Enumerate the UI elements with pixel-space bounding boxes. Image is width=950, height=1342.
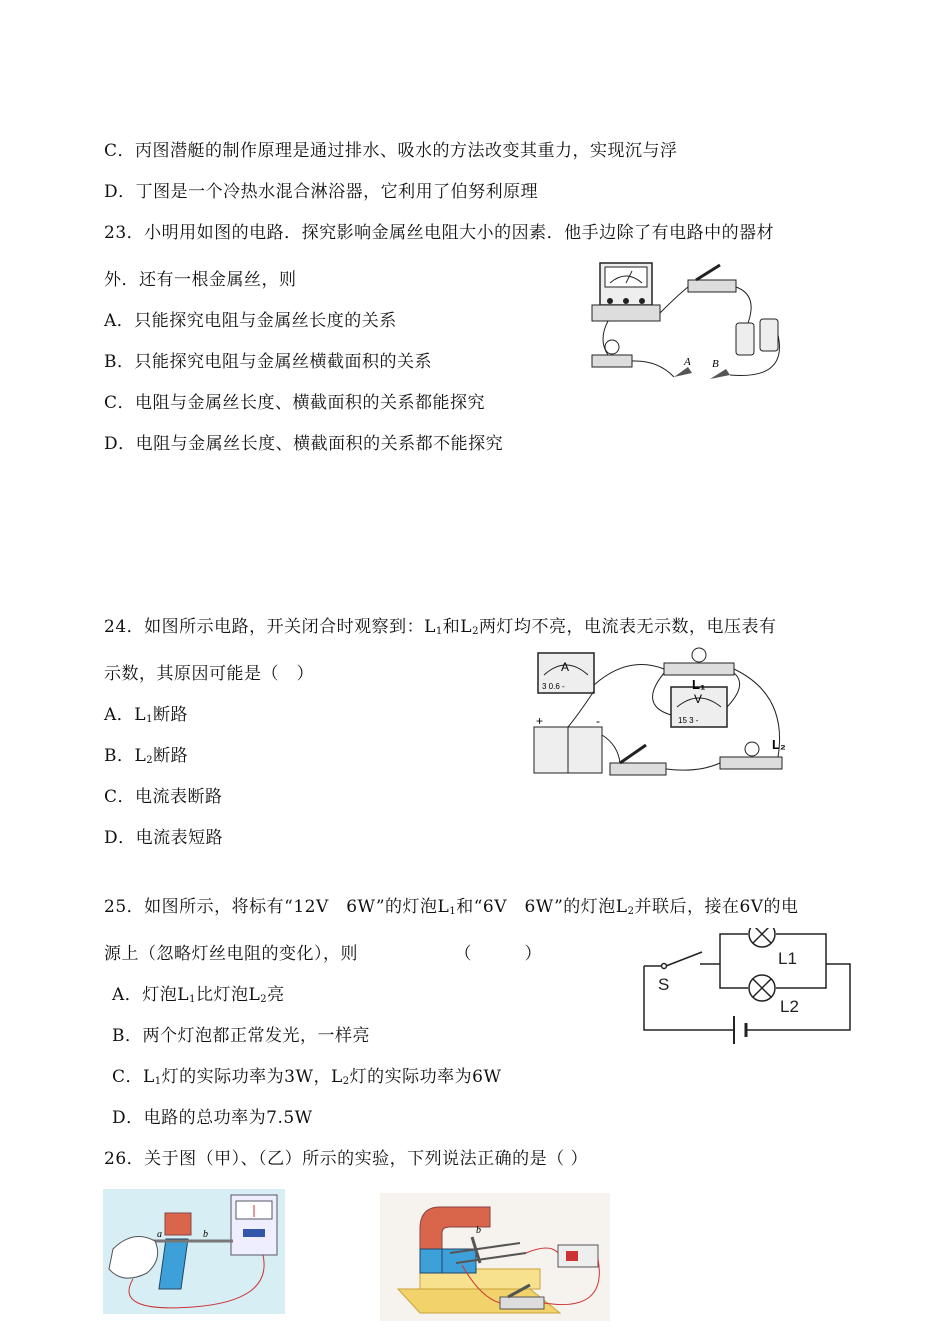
svg-text:-: - [596,714,600,728]
svg-text:A: A [684,356,691,368]
svg-text:b: b [203,1229,208,1240]
battery-2 [568,727,602,773]
q24-stem-line1: 24．如图所示电路，开关闭合时观察到：$L_1$和$L_2$两灯均不亮，电流表无示数，电压表有 [104,617,777,637]
switch-base [688,280,736,292]
q23-circuit-figure [588,255,788,390]
q24-circuit-figure [528,645,790,780]
svg-text:V: V [694,692,703,706]
q23-stem-line2: 外．还有一根金属丝，则 [104,270,297,290]
q26-figure-yi [380,1193,610,1321]
svg-text:L1: L1 [778,949,797,968]
q25-option-d: D．电路的总功率为7.5W [112,1108,313,1128]
svg-text:a: a [157,1229,162,1240]
battery-1 [534,727,568,773]
q23-option-b: B．只能探究电阻与金属丝横截面积的关系 [104,352,432,372]
switch-contact [662,964,667,969]
q24-stem-line2: 示数，其原因可能是（ ） [104,664,314,684]
svg-text:S: S [658,975,670,994]
lamp-l2 [720,757,782,769]
svg-text:15 3 -: 15 3 - [678,716,699,725]
q25-circuit-diagram [640,928,855,1053]
q22-option-c: C．丙图潜艇的制作原理是通过排水、吸水的方法改变其重力，实现沉与浮 [104,141,678,161]
q23-option-c: C．电阻与金属丝长度、横截面积的关系都能探究 [104,393,486,413]
q24-option-d: D．电流表短路 [104,828,224,848]
svg-text:A: A [561,660,570,674]
switch [500,1297,544,1309]
svg-text:b: b [476,1225,481,1236]
q22-option-d: D．丁图是一个冷热水混合淋浴器，它利用了伯努利原理 [104,182,539,202]
q26-figure-jia [103,1189,285,1314]
svg-text:L2: L2 [780,997,799,1016]
q25-stem-line1: 25．如图所示，将标有“12V 6W”的灯泡$L_1$和“6V 6W”的灯泡$L_2$并联后，接在6V的电 [104,897,799,917]
clip-b [710,369,730,379]
meter-base [592,305,660,321]
lamp-base [592,355,632,367]
svg-text:L₁: L₁ [692,677,706,692]
q26-stem: 26．关于图（甲）、（乙）所示的实验，下列说法正确的是（ ） [104,1149,589,1169]
battery-1 [736,323,754,355]
q23-stem-line1: 23．小明用如图的电路．探究影响金属丝电阻大小的因素．他手边除了有电路中的器材 [104,223,775,243]
q25-option-a: A．灯泡$L_1$比灯泡$L_2$亮 [112,985,285,1005]
q23-option-a: A．只能探究电阻与金属丝长度的关系 [104,311,397,331]
q25-option-c: C．$L_1$灯的实际功率为3W，$L_2$灯的实际功率为6W [112,1067,502,1087]
svg-text:L₂: L₂ [772,737,786,752]
clip-a [674,367,692,377]
svg-text:+: + [536,714,544,728]
q23-option-d: D．电阻与金属丝长度、横截面积的关系都不能探究 [104,434,504,454]
q25-option-b: B．两个灯泡都正常发光，一样亮 [112,1026,370,1046]
svg-text:3 0.6 -: 3 0.6 - [542,682,565,691]
svg-text:B: B [712,358,719,370]
q25-stem-line2: 源上（忽略灯丝电阻的变化），则 （ ） [104,944,542,964]
q24-option-b: B．$L_2$断路 [104,746,189,766]
switch [610,763,666,775]
lamp-l1 [664,663,734,675]
q24-option-a: A．$L_1$断路 [104,705,188,725]
lamp-l1 [749,928,775,947]
switch-blade [666,952,702,966]
magnet-top [165,1213,191,1235]
battery-2 [760,319,778,351]
q24-option-c: C．电流表断路 [104,787,223,807]
